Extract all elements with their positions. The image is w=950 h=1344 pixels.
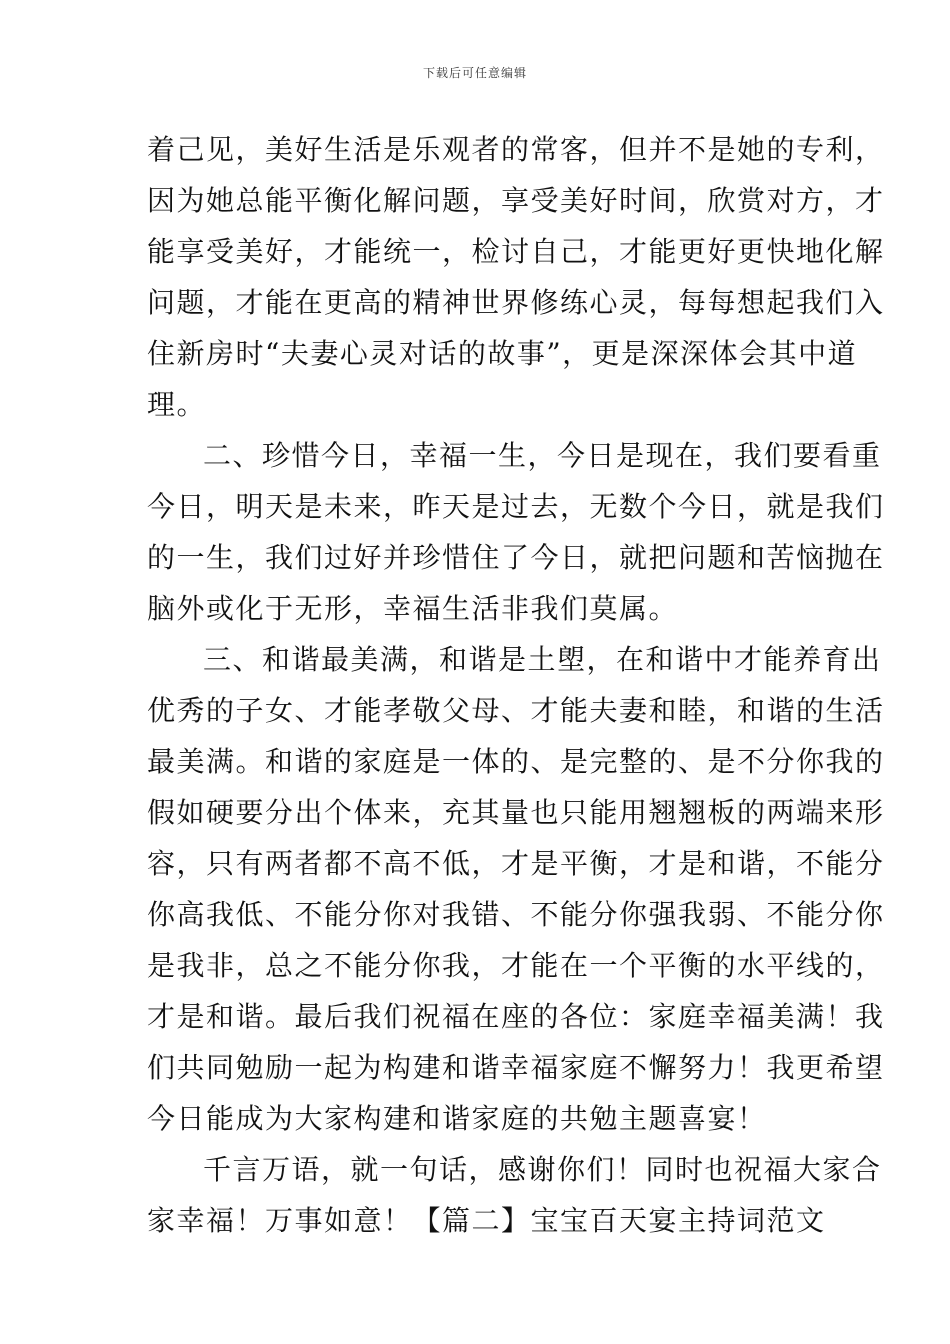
text-line: 才是和谐。最后我们祝福在座的各位：家庭幸福美满！我 <box>147 1000 885 1033</box>
text-line: 是我非，总之不能分你我，才能在一个平衡的水平线的， <box>147 949 885 982</box>
text-line: 容，只有两者都不高不低，才是平衡，才是和谐，不能分 <box>147 847 885 880</box>
text-line: 因为她总能平衡化解问题，享受美好时间，欣赏对方，才 <box>147 184 885 217</box>
text-line: 理。 <box>147 388 207 421</box>
text-line: 们共同勉励一起为构建和谐幸福家庭不懈努力！我更希望 <box>147 1051 885 1084</box>
text-line: 能享受美好，才能统一，检讨自己，才能更好更快地化解 <box>147 235 885 268</box>
text-line: 二、珍惜今日，幸福一生，今日是现在，我们要看重 <box>203 439 882 472</box>
text-line: 脑外或化于无形，幸福生活非我们莫属。 <box>147 592 679 625</box>
text-line: 着己见，美好生活是乐观者的常客，但并不是她的专利， <box>147 133 885 166</box>
text-line: 最美满。和谐的家庭是一体的、是完整的、是不分你我的 <box>147 745 885 778</box>
page-header-note: 下载后可任意编辑 <box>422 66 527 80</box>
text-line: 三、和谐最美满，和谐是土塱，在和谐中才能养育出 <box>203 643 882 676</box>
text-line: 千言万语，就一句话，感谢你们！同时也祝福大家合 <box>203 1153 882 1186</box>
text-line: 今日，明天是未来，昨天是过去，无数个今日，就是我们 <box>147 490 885 523</box>
text-line: 家幸福！万事如意！【篇二】宝宝百天宴主持词范文 <box>147 1204 826 1237</box>
text-line: 你高我低、不能分你对我错、不能分你强我弱、不能分你 <box>147 898 885 931</box>
text-line: 问题，才能在更高的精神世界修练心灵，每每想起我们入 <box>147 286 885 319</box>
text-line: 今日能成为大家构建和谐家庭的共勉主题喜宴！ <box>147 1102 767 1135</box>
text-line: 假如硬要分出个体来，充其量也只能用翘翘板的两端来形 <box>147 796 885 829</box>
text-line: 的一生，我们过好并珍惜住了今日，就把问题和苦恼抛在 <box>147 541 885 574</box>
text-line: 住新房时“夫妻心灵对话的故事”，更是深深体会其中道 <box>147 337 858 370</box>
text-line: 优秀的子女、才能孝敬父母、才能夫妻和睦，和谐的生活 <box>147 694 885 727</box>
